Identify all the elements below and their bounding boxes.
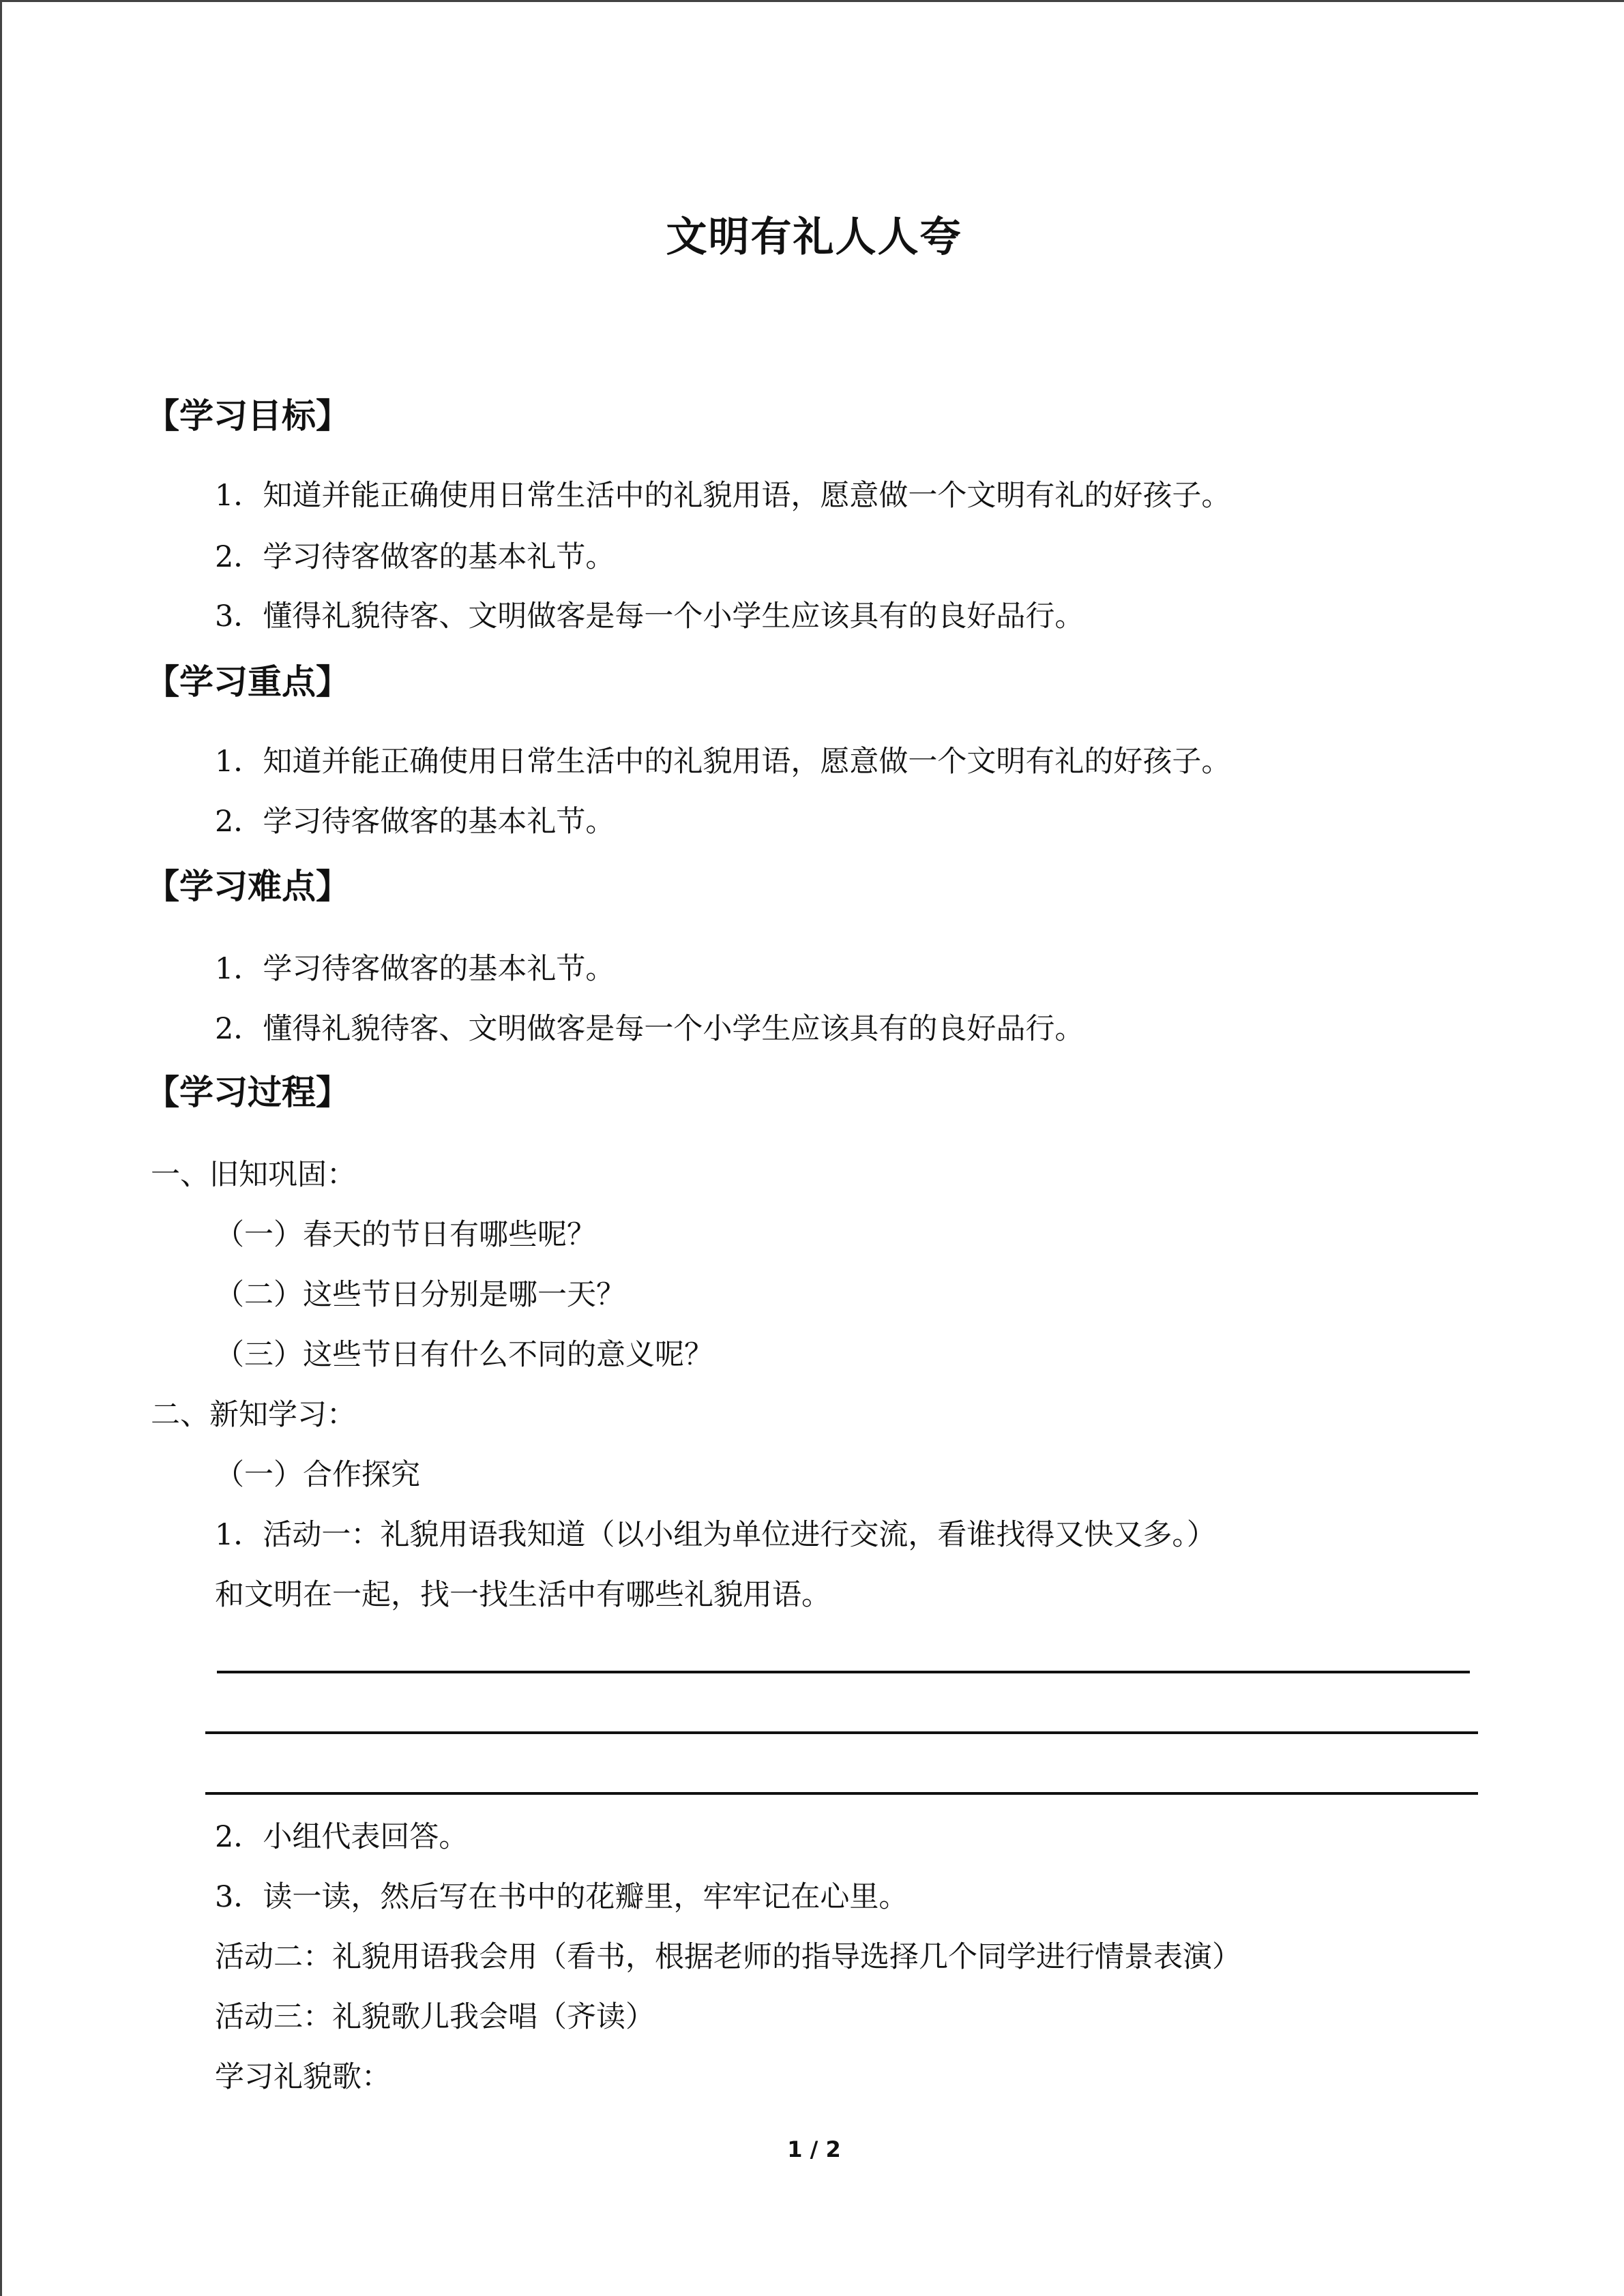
section-heading-difficulties: 【学习难点】 — [145, 867, 350, 906]
process-part1-item-1: （一）春天的节日有哪些呢？ — [215, 1218, 596, 1252]
goal-item-3: 3．懂得礼貌待客、文明做客是每一个小学生应该具有的良好品行。 — [215, 599, 1084, 633]
activity-1: 1．活动一：礼貌用语我知道（以小组为单位进行交流，看谁找得又快又多。） — [215, 1518, 1216, 1552]
section-heading-goals: 【学习目标】 — [145, 396, 350, 436]
section-heading-process: 【学习过程】 — [145, 1073, 350, 1112]
activity-2: 活动二：礼貌用语我会用（看书，根据老师的指导选择几个同学进行情景表演） — [215, 1940, 1241, 1974]
song-label: 学习礼貌歌： — [215, 2060, 391, 2094]
answer-line-3[interactable] — [205, 1792, 1478, 1795]
page-number: 1 / 2 — [787, 2136, 841, 2162]
key-point-item-1: 1．知道并能正确使用日常生活中的礼貌用语，愿意做一个文明有礼的好孩子。 — [215, 745, 1231, 779]
activity-3: 活动三：礼貌歌儿我会唱（齐读） — [215, 2000, 655, 2034]
process-part1-label: 一、旧知巩固： — [151, 1158, 356, 1192]
difficulty-item-1: 1．学习待客做客的基本礼节。 — [215, 952, 615, 986]
step-3: 3．读一读，然后写在书中的花瓣里，牢牢记在心里。 — [215, 1880, 909, 1914]
section-heading-key-points: 【学习重点】 — [145, 662, 350, 702]
answer-line-2[interactable] — [205, 1731, 1478, 1734]
step-2: 2．小组代表回答。 — [215, 1820, 469, 1854]
answer-line-1[interactable] — [217, 1671, 1470, 1673]
key-point-item-2: 2．学习待客做客的基本礼节。 — [215, 805, 615, 839]
activity-1-prompt: 和文明在一起，找一找生活中有哪些礼貌用语。 — [215, 1578, 831, 1612]
goal-item-2: 2．学习待客做客的基本礼节。 — [215, 540, 615, 574]
document-title: 文明有礼人人夸 — [666, 213, 962, 261]
process-part1-item-2: （二）这些节日分别是哪一天？ — [215, 1278, 625, 1312]
process-part1-item-3: （三）这些节日有什么不同的意义呢？ — [215, 1338, 713, 1372]
difficulty-item-2: 2．懂得礼貌待客、文明做客是每一个小学生应该具有的良好品行。 — [215, 1012, 1084, 1046]
goal-item-1: 1．知道并能正确使用日常生活中的礼貌用语，愿意做一个文明有礼的好孩子。 — [215, 479, 1231, 513]
process-part2-sub: （一）合作探究 — [215, 1458, 420, 1492]
process-part2-label: 二、新知学习： — [151, 1398, 356, 1432]
